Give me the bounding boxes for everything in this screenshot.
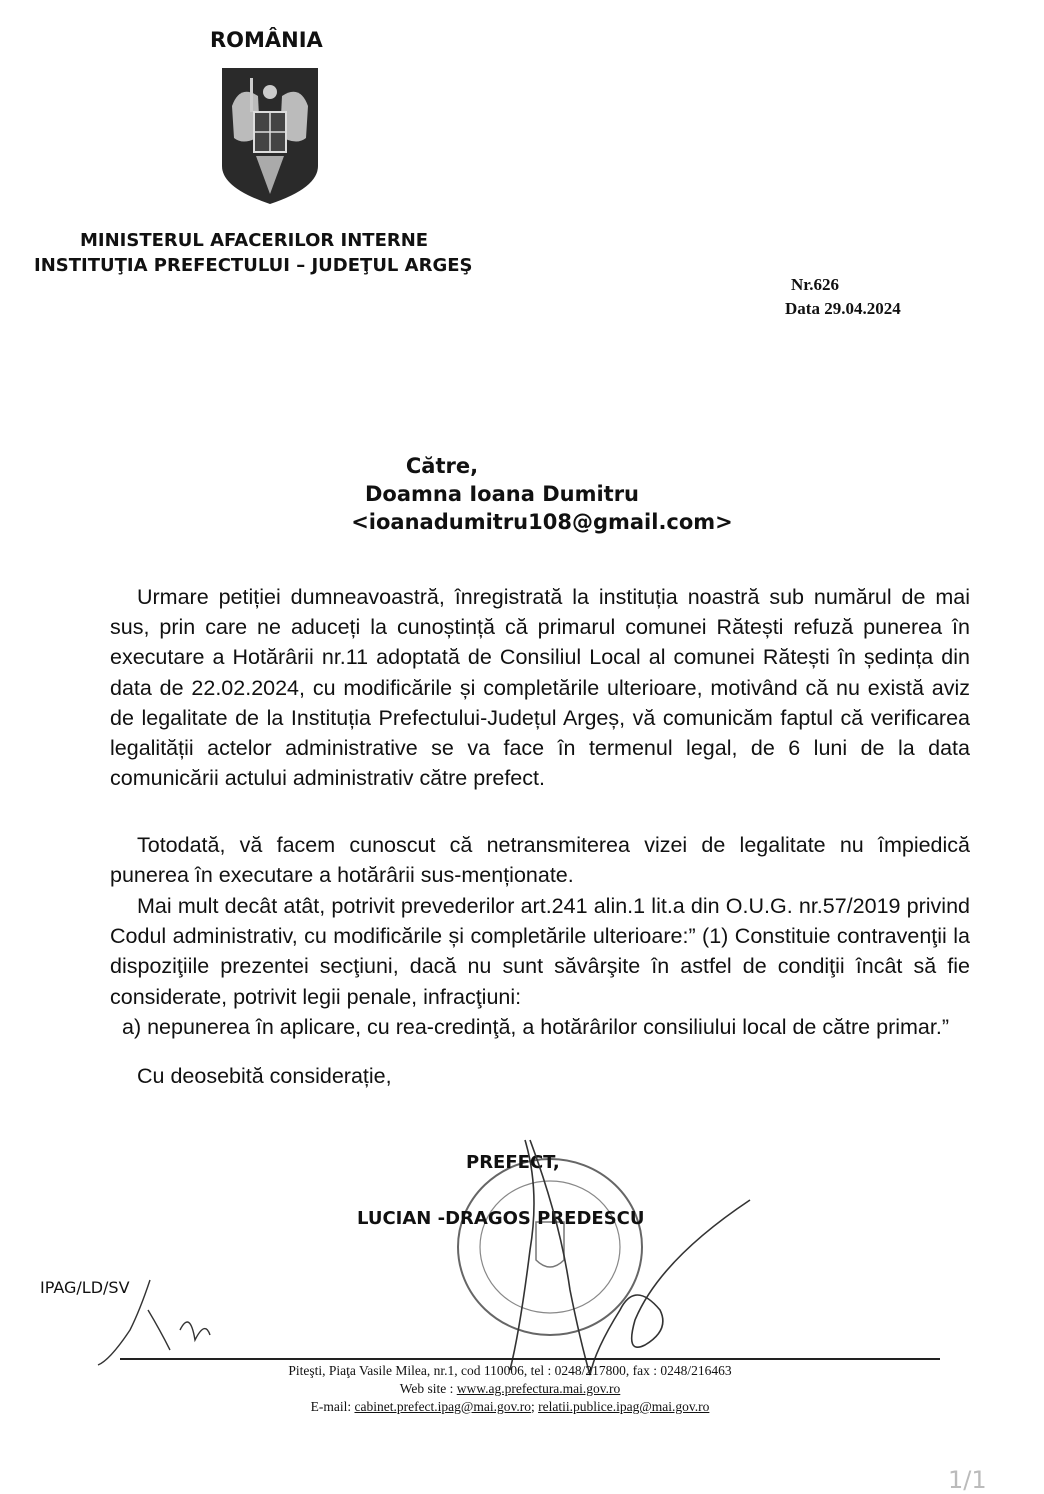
coat-of-arms-icon [220,66,320,206]
reference-code: IPAG/LD/SV [40,1278,130,1297]
registration-date: Data 29.04.2024 [785,299,901,318]
paragraph-text: Urmare petiției dumneavoastră, înregistrată la instituția noastră sub numărul de mai sus, prin care ne aduceți la cunoștință că primarul comunei Rătești refuză punerea în executare a Hotărârii nr.11 adoptată de Consiliul Local al comunei Rătești în ședința din data de 22.02.2024, cu modificările și completările ulterioare, motivând că nu există aviz de legalitate de la Instituția Prefectului-Județul Argeș, vă comunicăm faptul că verificarea legalității actelor administrative se va face în termenul legal, de 6 luni de la data comunicării actului administrativ către prefect. [110,585,970,791]
recipient-block [0,452,1044,536]
email-label: E-mail: [310,1399,355,1414]
registration-block [785,273,901,321]
email-link-cabinet[interactable]: cabinet.prefect.ipag@mai.gov.ro [354,1399,531,1414]
body-paragraph-2 [110,830,970,890]
institution-header [34,228,473,278]
body-paragraph-3 [110,891,970,1042]
closing-formula: Cu deosebită considerație, [137,1064,392,1088]
website-label: Web site : [399,1381,457,1396]
footer-divider [120,1358,940,1360]
registration-number: Nr.626 [791,275,840,294]
ministry-name: MINISTERUL AFACERILOR INTERNE [80,230,429,251]
footer-address: Piteşti, Piaţa Vasile Milea, nr.1, cod 110006, tel : 0248/217800, fax : 0248/216463 [288,1363,732,1378]
paragraph-text: Mai mult decât atât, potrivit prevederilor art.241 alin.1 lit.a din O.U.G. nr.57/2019 privind Codul administrativ, cu modificările și completările ulterioare:” (1) Constituie contravenţii la dispoziţiile prezentei secţiuni, dacă nu sunt săvârşite în astfel de condiţii încât să fie considerate, potrivit legii penale, infracţiuni: [110,894,970,1009]
footer-website-line [200,1380,820,1398]
email-separator: ; [530,1399,539,1414]
email-link-public-relations[interactable]: relatii.publice.ipag@mai.gov.ro [538,1399,710,1414]
country-heading: ROMÂNIA [210,28,323,52]
recipient-name: Doamna Ioana Dumitru [365,482,639,506]
institution-name: INSTITUŢIA PREFECTULUI – JUDEŢUL ARGEŞ [34,255,473,276]
official-stamp-icon [450,1152,650,1342]
recipient-email: <ioanadumitru108@gmail.com> [351,510,733,534]
signatory-title: PREFECT, [466,1152,560,1173]
paragraph-text: Totodată, vă facem cunoscut că netransmiterea vizei de legalitate nu împiedică punerea în executare a hotărârii sus-menționate. [110,833,970,888]
body-paragraph-1 [110,582,970,793]
salutation: Către, [405,454,479,478]
page-indicator: 1/1 [948,1466,987,1494]
signatory-name: LUCIAN -DRAGOS PREDESCU [357,1208,645,1229]
website-link[interactable]: www.ag.prefectura.mai.gov.ro [456,1381,621,1396]
paragraph-text: a) nepunerea în aplicare, cu rea-credinţă, a hotărârilor consiliului local de către primar.” [122,1014,949,1039]
footer-contact [200,1362,820,1416]
footer-email-line [200,1398,820,1416]
